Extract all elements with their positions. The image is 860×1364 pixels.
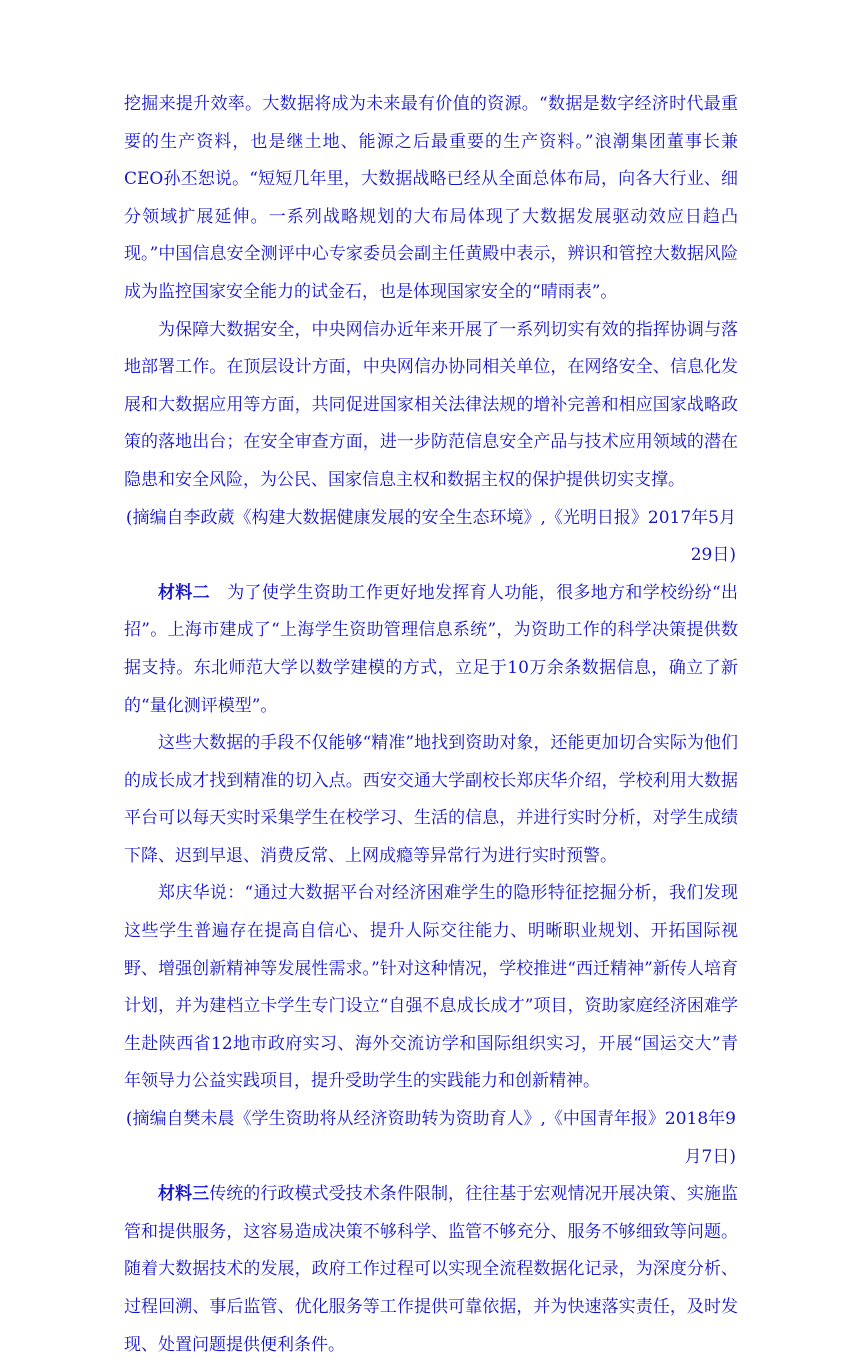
source-citation-2: (摘编自樊未晨《学生资助将从经济资助转为资助育人》,《中国青年报》2018年9月7日) [125,1109,736,1167]
paragraph-1: 挖掘来提升效率。大数据将成为未来最有价值的资源。“数据是数字经济时代最重要的生产资料，也是继土地、能源之后最重要的生产资料。”浪潮集团董事长兼CEO孙丕恕说。“短短几年里，大数据战略已经从全面总体布局，向各大行业、细分领域扩展延伸。一系列战略规划的大布局体现了大数据发展驱动效应日趋凸现。”中国信息安全测评中心专家委员会副主任黄殿中表示，辨识和管控大数据风险成为监控国家安全能力的试金石，也是体现国家安全的“晴雨表”。 [124,94,738,302]
document-page [124,86,738,1364]
material-2-paragraph [124,575,738,725]
source-citation-1: (摘编自李政葳《构建大数据健康发展的安全生态环境》,《光明日报》2017年5月29日) [125,507,736,566]
material-2-label: 材料二 [158,582,210,603]
paragraph-5: 郑庆华说：“通过大数据平台对经济困难学生的隐形特征挖掘分析，我们发现这些学生普遍存在提高自信心、提升人际交往能力、明晰职业规划、开拓国际视野、增强创新精神等发展性需求。”针对这种情况，学校推进“西迁精神”新传人培育计划，并为建档立卡学生专门设立“自强不息成长成才”项目，资助家庭经济困难学生赴陕西省12地市政府实习、海外交流访学和国际组织实习，开展“国运交大”青年领导力公益实践项目，提升受助学生的实践能力和创新精神。 [124,883,738,1092]
material-3-label: 材料三 [158,1184,210,1205]
paragraph-4: 这些大数据的手段不仅能够“精准”地找到资助对象，还能更加切合实际为他们的成长成才找到精准的切入点。西安交通大学副校长郑庆华介绍，学校利用大数据平台可以每天实时采集学生在校学习、生活的信息，并进行实时分析，对学生成绩下降、迟到早退、消费反常、上网成瘾等异常行为进行实时预警。 [124,733,738,866]
material-3-text: 传统的行政模式受技术条件限制，往往基于宏观情况开展决策、实施监管和提供服务，这容易造成决策不够科学、监管不够充分、服务不够细致等问题。随着大数据技术的发展，政府工作过程可以实现全流程数据化记录，为深度分析、过程回溯、事后监管、优化服务等工作提供可靠依据，并为快速落实责任，及时发现、处置问题提供便利条件。 [124,1184,739,1355]
material-3-paragraph [124,1176,738,1364]
material-2-text: 为了使学生资助工作更好地发挥育人功能，很多地方和学校纷纷“出招”。上海市建成了“上海学生资助管理信息系统”，为资助工作的科学决策提供数据支持。东北师范大学以数学建模的方式，立足于10万余条数据信息，确立了新的“量化测评模型”。 [124,582,738,716]
paragraph-2: 为保障大数据安全，中央网信办近年来开展了一系列切实有效的指挥协调与落地部署工作。在顶层设计方面，中央网信办协同相关单位，在网络安全、信息化发展和大数据应用等方面，共同促进国家相关法律法规的增补完善和相应国家战略政策的落地出台；在安全审查方面，进一步防范信息安全产品与技术应用领域的潜在隐患和安全风险，为公民、国家信息主权和数据主权的保护提供切实支撑。 [124,319,738,490]
